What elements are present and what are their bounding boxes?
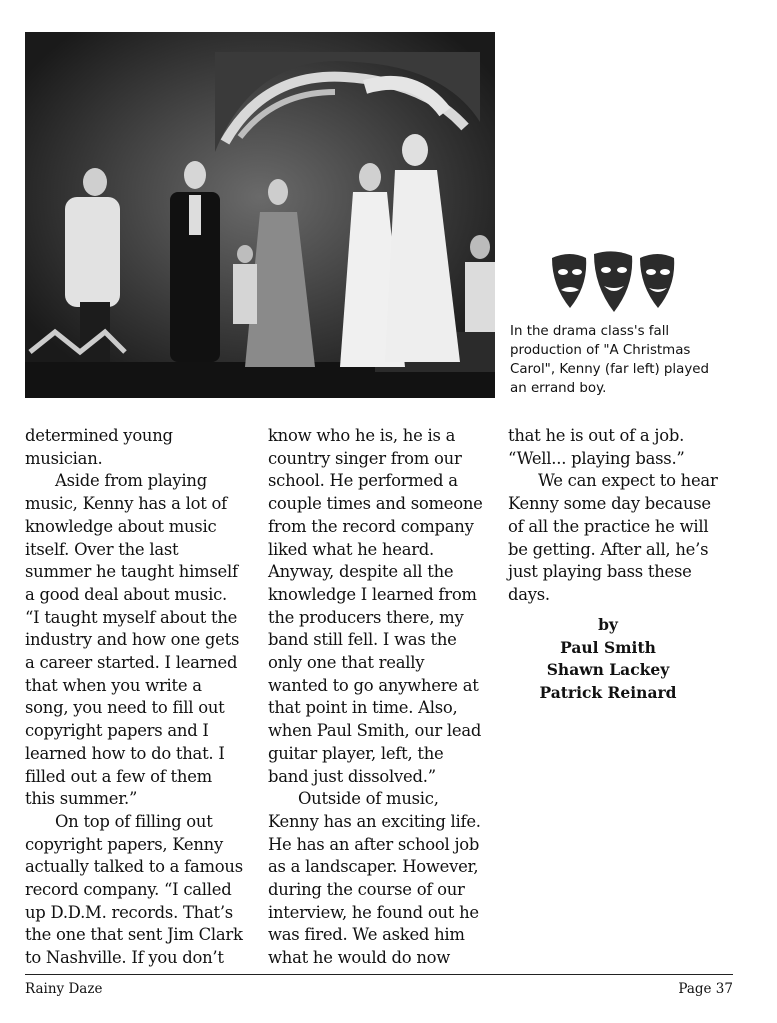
text-line: song, you need to fill out — [25, 698, 225, 718]
article-column-2 — [268, 425, 498, 970]
text-line: Aside from playing — [55, 471, 207, 491]
author-name: Shawn Lackey — [546, 660, 670, 679]
photo-caption — [510, 322, 750, 398]
text-line: the one that sent Jim Clark — [25, 925, 243, 945]
text-line: filled out a few of them — [25, 766, 212, 786]
text-line: itself. Over the last — [25, 539, 179, 559]
text-line: band still fell. I was the — [268, 630, 457, 650]
text-line: guitar player, left, the — [268, 743, 444, 763]
theater-masks-icon — [548, 250, 678, 316]
text-line: a good deal about music. — [25, 584, 227, 604]
text-line: when Paul Smith, our lead — [268, 721, 482, 741]
text-line: music, Kenny has a lot of — [25, 494, 227, 514]
text-line: interview, he found out he — [268, 902, 479, 922]
text-line: record company. “I called — [25, 880, 232, 900]
text-line: industry and how one gets — [25, 630, 240, 650]
text-line: country singer from our — [268, 448, 462, 468]
text-line: the producers there, my — [268, 607, 464, 627]
stage-photo — [25, 32, 495, 398]
text-line: learned how to do that. I — [25, 743, 225, 763]
author-byline — [508, 614, 708, 704]
text-line: days. — [508, 584, 550, 604]
text-line: Outside of music, — [298, 789, 439, 809]
article-column-1 — [25, 425, 265, 970]
text-line: On top of filling out — [55, 811, 213, 831]
text-line: this summer.” — [25, 789, 138, 809]
text-line: band just dissolved.” — [268, 766, 436, 786]
text-line: a career started. I learned — [25, 653, 238, 673]
text-line: summer he taught himself — [25, 562, 238, 582]
byline-by: by — [598, 615, 618, 634]
text-line: during the course of our — [268, 880, 465, 900]
text-line: that he is out of a job. — [508, 426, 685, 445]
text-line: be getting. After all, he’s — [508, 539, 709, 559]
text-line: school. He performed a — [268, 471, 458, 491]
text-line: wanted to go anywhere at — [268, 675, 479, 695]
page-number: Page 37 — [678, 981, 733, 997]
text-line: only one that really — [268, 653, 425, 673]
author-name: Patrick Reinard — [539, 682, 677, 702]
caption-line: an errand boy. — [510, 381, 607, 396]
caption-line: production of "A Christmas — [510, 343, 691, 358]
text-line: that when you write a — [25, 675, 202, 695]
text-line: that point in time. Also, — [268, 698, 458, 718]
text-line: copyright papers, Kenny — [25, 834, 223, 854]
text-line: Kenny some day because — [508, 494, 711, 514]
text-line: know who he is, he is a — [268, 426, 456, 445]
text-line: up D.D.M. records. That’s — [25, 902, 233, 922]
text-line: “Well... playing bass.” — [508, 448, 685, 468]
author-name: Paul Smith — [560, 637, 656, 657]
text-line: was fired. We asked him — [268, 925, 465, 945]
text-line: copyright papers and I — [25, 721, 209, 741]
text-line: He has an after school job — [268, 834, 480, 854]
caption-line: Carol", Kenny (far left) played — [510, 362, 710, 377]
text-line: as a landscaper. However, — [268, 857, 479, 877]
text-line: knowledge about music — [25, 516, 217, 536]
article-column-3 — [508, 425, 738, 607]
text-line: We can expect to hear — [538, 471, 718, 491]
text-line: “I taught myself about the — [25, 607, 238, 627]
caption-line: In the drama class's fall — [510, 324, 670, 339]
text-line: determined young — [25, 426, 173, 445]
text-line: from the record company — [268, 516, 474, 536]
text-line: what he would do now — [268, 948, 451, 968]
footer-divider — [25, 974, 733, 975]
text-line: couple times and someone — [268, 494, 483, 514]
text-line: musician. — [25, 448, 103, 468]
text-line: actually talked to a famous — [25, 857, 243, 877]
text-line: Kenny has an exciting life. — [268, 811, 481, 831]
text-line: of all the practice he will — [508, 516, 709, 536]
publication-name: Rainy Daze — [25, 981, 103, 997]
text-line: Anyway, despite all the — [268, 562, 454, 582]
text-line: liked what he heard. — [268, 539, 435, 559]
text-line: to Nashville. If you don’t — [25, 948, 224, 968]
text-line: just playing bass these — [508, 562, 692, 582]
text-line: knowledge I learned from — [268, 584, 477, 604]
